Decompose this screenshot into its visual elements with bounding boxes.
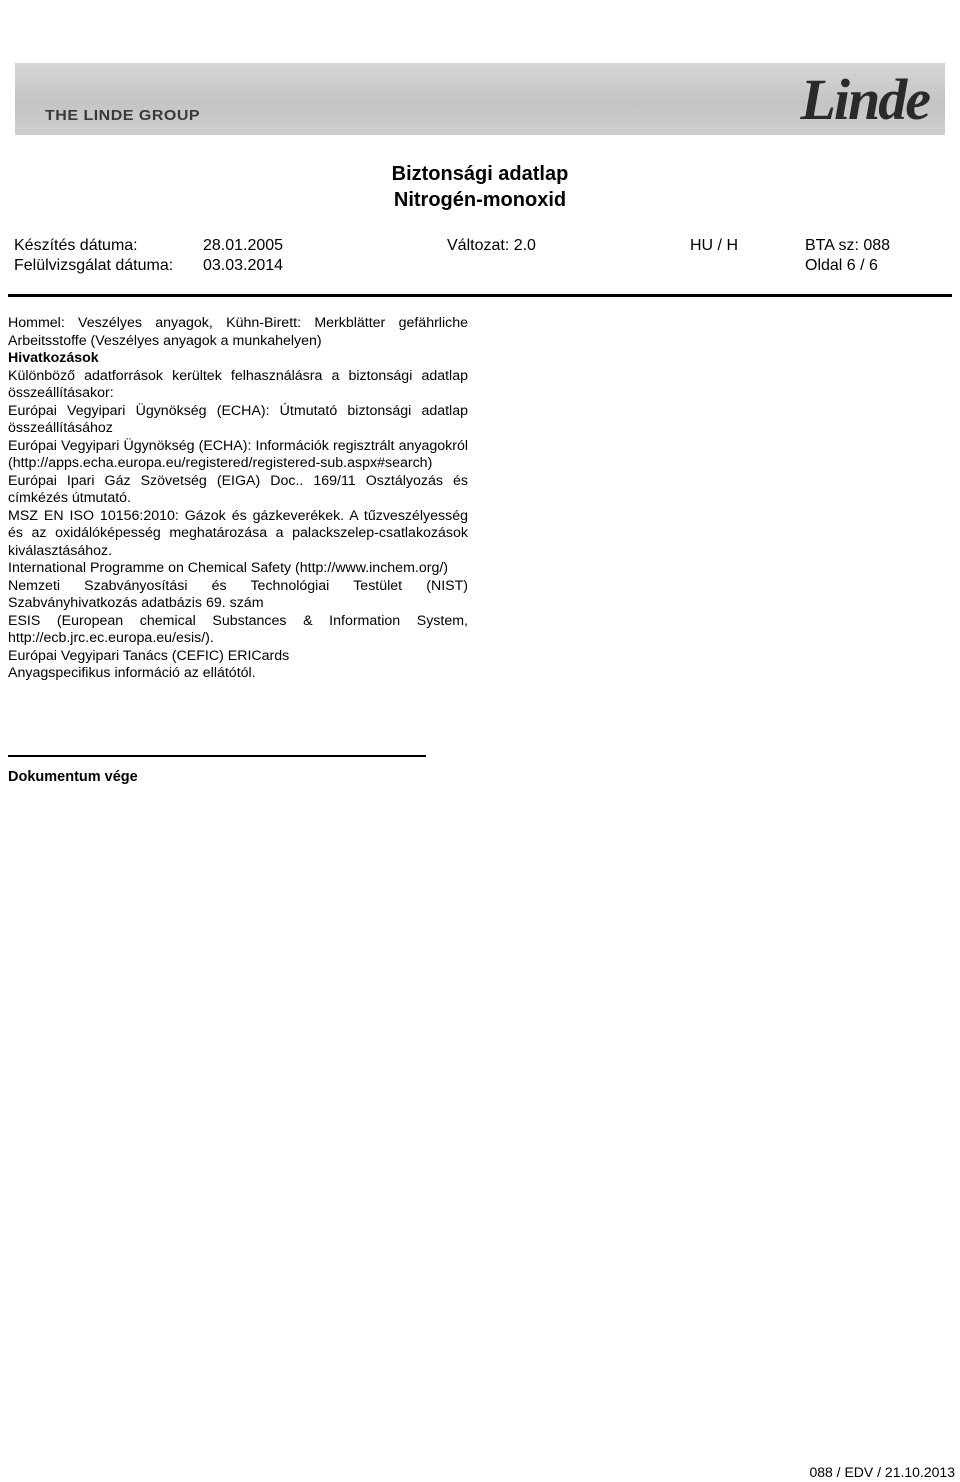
section-heading: Hivatkozások [8,350,99,366]
body-paragraph: Hommel: Veszélyes anyagok, Kühn-Birett: Merkblätter gefährliche Arbeitsstoffe (Veszélyes anyagok a munkahelyen) [8,315,468,349]
header-banner [15,63,945,135]
bta-number: BTA sz: 088 [805,237,891,254]
created-label: Készítés dátuma: [14,237,138,254]
reviewed-value: 03.03.2014 [203,257,284,274]
header-rule [8,294,952,297]
document-title: Biztonsági adatlap [391,163,569,185]
created-value: 28.01.2005 [203,237,284,254]
body-paragraph: Anyagspecifikus információ az ellátótól. [8,665,256,681]
body-paragraph: Nemzeti Szabványosítási és Technológiai Testület (NIST) Szabványhivatkozás adatbázis 69. szám [8,577,468,611]
document-end: Dokumentum vége [8,769,138,785]
body-paragraph: Európai Ipari Gáz Szövetség (EIGA) Doc.. 169/11 Osztályozás és címkézés útmutató. [8,472,468,506]
body-paragraph: International Programme on Chemical Safety (http://www.inchem.org/) [8,560,448,576]
document-subtitle: Nitrogén-monoxid [393,189,567,211]
linde-logo: Linde [800,67,929,132]
body-paragraph: Európai Vegyipari Tanács (CEFIC) ERICards [8,647,290,664]
body-paragraph: Különböző adatforrások kerültek felhasználásra a biztonsági adatlap összeállításakor: [8,367,468,401]
footer-code: 088 / EDV / 21.10.2013 [809,1464,955,1480]
body-paragraph: MSZ EN ISO 10156:2010: Gázok és gázkeverékek. A tűzveszélyesség és az oxidálóképesség meghatározása a palackszelep-csatlakozások kiválasztásához. [8,507,468,559]
language: HU / H [690,237,738,254]
version: Változat: 2.0 [447,237,536,254]
references-section [8,315,468,683]
body-paragraph: Európai Vegyipari Ügynökség (ECHA): Információk regisztrált anyagokról (http://apps.echa.europa.eu/registered/registered-sub.aspx#search) [8,437,468,471]
end-rule [8,755,426,757]
body-paragraph: Európai Vegyipari Ügynökség (ECHA): Útmutató biztonsági adatlap összeállításához [8,402,468,436]
page-number: Oldal 6 / 6 [805,257,878,274]
group-name: THE LINDE GROUP [45,107,201,124]
reviewed-label: Felülvizsgálat dátuma: [14,257,174,274]
body-paragraph: ESIS (European chemical Substances & Information System, http://ecb.jrc.ec.europa.eu/esis/). [8,612,468,646]
